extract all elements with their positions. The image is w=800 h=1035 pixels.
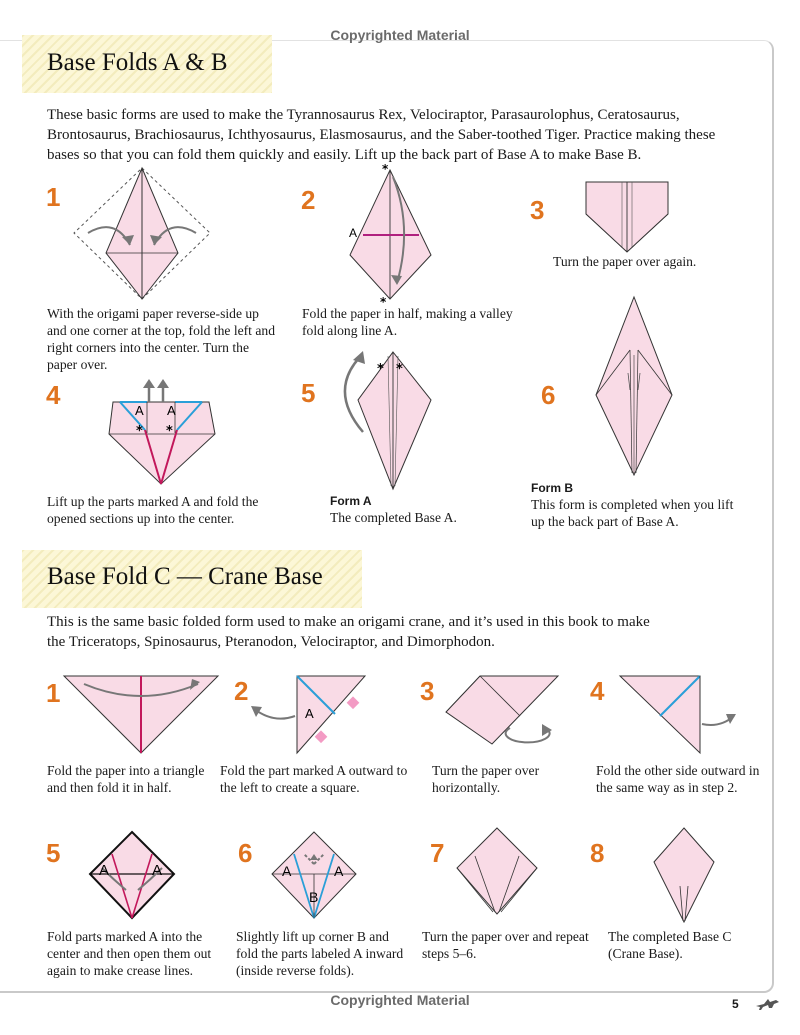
c-step-2-diagram: [245, 672, 370, 757]
ab-form-a-label: Form A: [330, 494, 372, 508]
ab-step-6-number: 6: [541, 380, 556, 410]
section-c-title: Base Fold C — Crane Base: [47, 563, 323, 590]
ab-step-4-label-a-right: A: [167, 403, 176, 418]
ab-step-1-number: 1: [46, 182, 61, 212]
c-step-2-number: 2: [234, 676, 249, 706]
c-step-7-number: 7: [430, 838, 445, 868]
ab-step-3-diagram: [582, 178, 682, 256]
ab-step-5-star-right: *: [396, 362, 403, 377]
ab-step-5-number: 5: [301, 378, 316, 408]
c-step-4-diagram: [612, 672, 740, 757]
ab-step-6-text: [531, 480, 741, 530]
c-step-8-caption: The completed Base C (Crane Base).: [608, 929, 732, 961]
ab-step-4-label-a-left: A: [135, 403, 144, 418]
c-step-6-label-a-left: A: [282, 863, 292, 879]
ab-step-1-caption: With the origami paper reverse-side up and one corner at the top, fold the left and right corners into the center. Turn the paper over.: [47, 306, 275, 372]
page-number: 5: [732, 997, 739, 1011]
c-step-6-label-a-right: A: [334, 863, 344, 879]
c-step-6-caption: Slightly lift up corner B and fold the parts labeled A inward (inside reverse folds).: [236, 929, 404, 978]
ab-step-2-star-bottom: *: [380, 295, 387, 309]
ab-step-4-diagram: [105, 378, 220, 488]
c-step-6-number: 6: [238, 838, 253, 868]
ab-step-6-caption: This form is completed when you lift up the back part of Base A.: [531, 497, 734, 529]
ab-step-3-caption: Turn the paper over again.: [553, 254, 697, 269]
c-step-1-diagram: [62, 672, 222, 757]
dinosaur-icon: [754, 996, 780, 1012]
c-step-5-number: 5: [46, 838, 61, 868]
c-step-3-number: 3: [420, 676, 435, 706]
section-ab-intro: These basic forms are used to make the Tyrannosaurus Rex, Velociraptor, Parasaurolophus, Ceratosaurus, Brontosaurus, Brachiosaurus, Ichthyosaurus, Elasmosaurus, and the Saber-toothed Tiger. Practice making these bases so that you can fold them quickly and easily. Lift up the back part of Base A to make Base B.: [47, 107, 716, 163]
ab-step-6-diagram: [590, 295, 680, 477]
section-c-intro: This is the same basic folded form used to make an origami crane, and it’s used in this book to make the Triceratops, Spinosaurus, Pteranodon, Velociraptor, and Dimorphodon.: [47, 614, 650, 650]
ab-step-5-diagram: [335, 348, 440, 493]
c-step-2-label-a: A: [305, 706, 314, 721]
watermark-top: Copyrighted Material: [330, 27, 470, 43]
ab-step-3-number: 3: [530, 195, 545, 225]
c-step-4-caption: Fold the other side outward in the same way as in step 2.: [596, 763, 760, 795]
ab-step-2-caption: Fold the paper in half, making a valley fold along line A.: [302, 306, 513, 338]
c-step-7-caption: Turn the paper over and repeat steps 5–6.: [422, 929, 589, 961]
ab-step-2-diagram: [345, 162, 440, 309]
ab-step-4-caption: Lift up the parts marked A and fold the opened sections up into the center.: [47, 494, 259, 526]
c-step-3-diagram: [440, 672, 565, 757]
c-step-4-number: 4: [590, 676, 605, 706]
ab-step-2-label-a: A: [349, 226, 358, 240]
c-step-6-diagram: [270, 830, 362, 922]
ab-step-5-text: [330, 493, 530, 526]
c-step-5-diagram: [88, 830, 178, 922]
ab-step-4-star-left: *: [136, 424, 143, 439]
c-step-2-caption: Fold the part marked A outward to the left to create a square.: [220, 763, 408, 795]
c-step-8-diagram: [652, 826, 717, 924]
c-step-5-label-a-left: A: [99, 862, 110, 879]
ab-step-4-star-right: *: [166, 424, 173, 439]
c-step-1-caption: Fold the paper into a triangle and then fold it in half.: [47, 763, 205, 795]
ab-step-1-diagram: [70, 165, 215, 305]
c-step-1-number: 1: [46, 678, 61, 708]
c-step-6-label-b: B: [309, 889, 319, 905]
ab-form-b-label: Form B: [531, 481, 573, 495]
watermark-bottom: Copyrighted Material: [330, 992, 470, 1008]
c-step-5-caption: Fold parts marked A into the center and then open them out again to make crease lines.: [47, 929, 212, 978]
ab-step-2-star-top: *: [382, 162, 389, 176]
ab-step-2-number: 2: [301, 185, 316, 215]
c-step-7-diagram: [455, 826, 540, 918]
c-step-8-number: 8: [590, 838, 605, 868]
ab-step-5-caption: The completed Base A.: [330, 510, 457, 525]
ab-step-5-star-left: *: [377, 362, 384, 377]
c-step-5-label-a-right: A: [152, 862, 163, 879]
c-step-3-caption: Turn the paper over horizontally.: [432, 763, 540, 795]
ab-step-4-number: 4: [46, 380, 61, 410]
section-ab-title: Base Folds A & B: [47, 49, 228, 76]
